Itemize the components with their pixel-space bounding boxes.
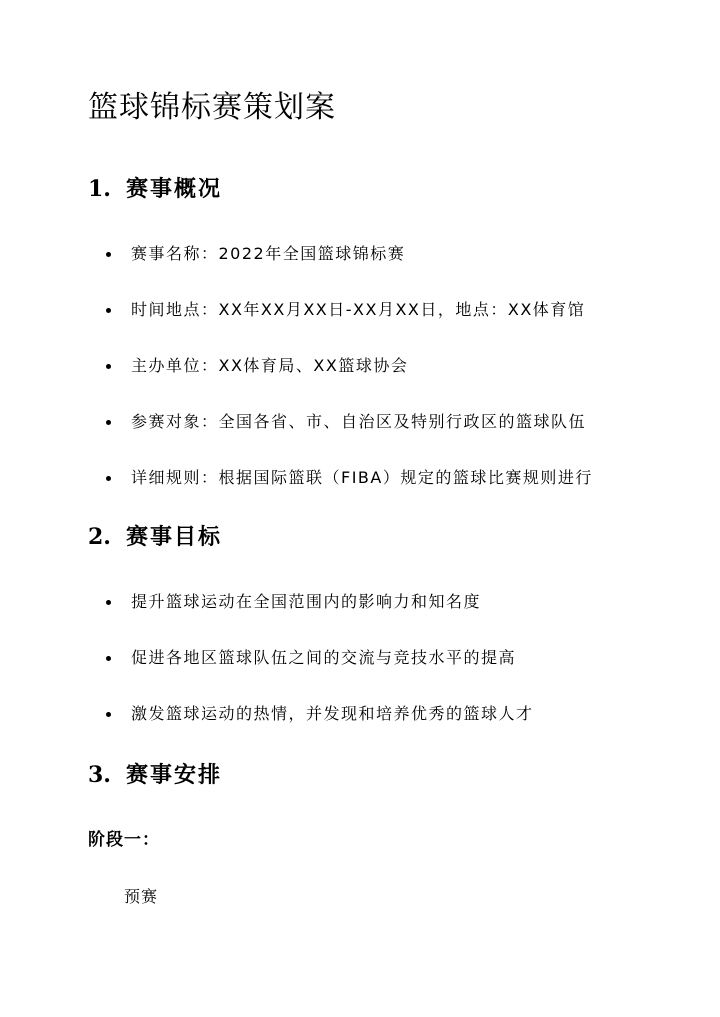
bullet-icon — [106, 600, 111, 605]
list-item-text: 赛事名称：2022年全国篮球锦标赛 — [131, 244, 406, 263]
section-number: 3. — [88, 762, 111, 788]
bullet-icon — [106, 656, 111, 661]
section-heading-schedule — [88, 760, 222, 790]
bullet-icon — [106, 308, 111, 313]
bullet-icon — [106, 420, 111, 425]
bullet-icon — [106, 476, 111, 481]
bullet-icon — [106, 712, 111, 717]
list-item-text: 主办单位：XX体育局、XX篮球协会 — [131, 356, 409, 375]
list-item-text: 参赛对象：全国各省、市、自治区及特别行政区的篮球队伍 — [131, 412, 587, 431]
section-number: 1. — [88, 176, 111, 202]
list-item-text: 激发篮球运动的热情，并发现和培养优秀的篮球人才 — [131, 704, 534, 723]
document-title: 篮球锦标赛策划案 — [88, 90, 336, 125]
section-number: 2. — [88, 524, 111, 550]
list-item-text: 提升篮球运动在全国范围内的影响力和知名度 — [131, 592, 482, 611]
list-item-text: 时间地点：XX年XX月XX日-XX月XX日，地点：XX体育馆 — [131, 300, 586, 319]
section-title: 赛事概况 — [126, 176, 223, 202]
section-title: 赛事安排 — [126, 762, 223, 788]
phase-heading: 阶段一： — [88, 830, 160, 850]
list-item-text: 详细规则：根据国际篮联（FIBA）规定的篮球比赛规则进行 — [131, 468, 593, 487]
section-title: 赛事目标 — [126, 524, 223, 550]
section-heading-goals — [88, 522, 222, 552]
section-heading-overview — [88, 174, 222, 204]
list-item-text: 促进各地区篮球队伍之间的交流与竞技水平的提高 — [131, 648, 517, 667]
phase-detail: 预赛 — [124, 887, 159, 906]
bullet-icon — [106, 364, 111, 369]
bullet-icon — [106, 252, 111, 257]
